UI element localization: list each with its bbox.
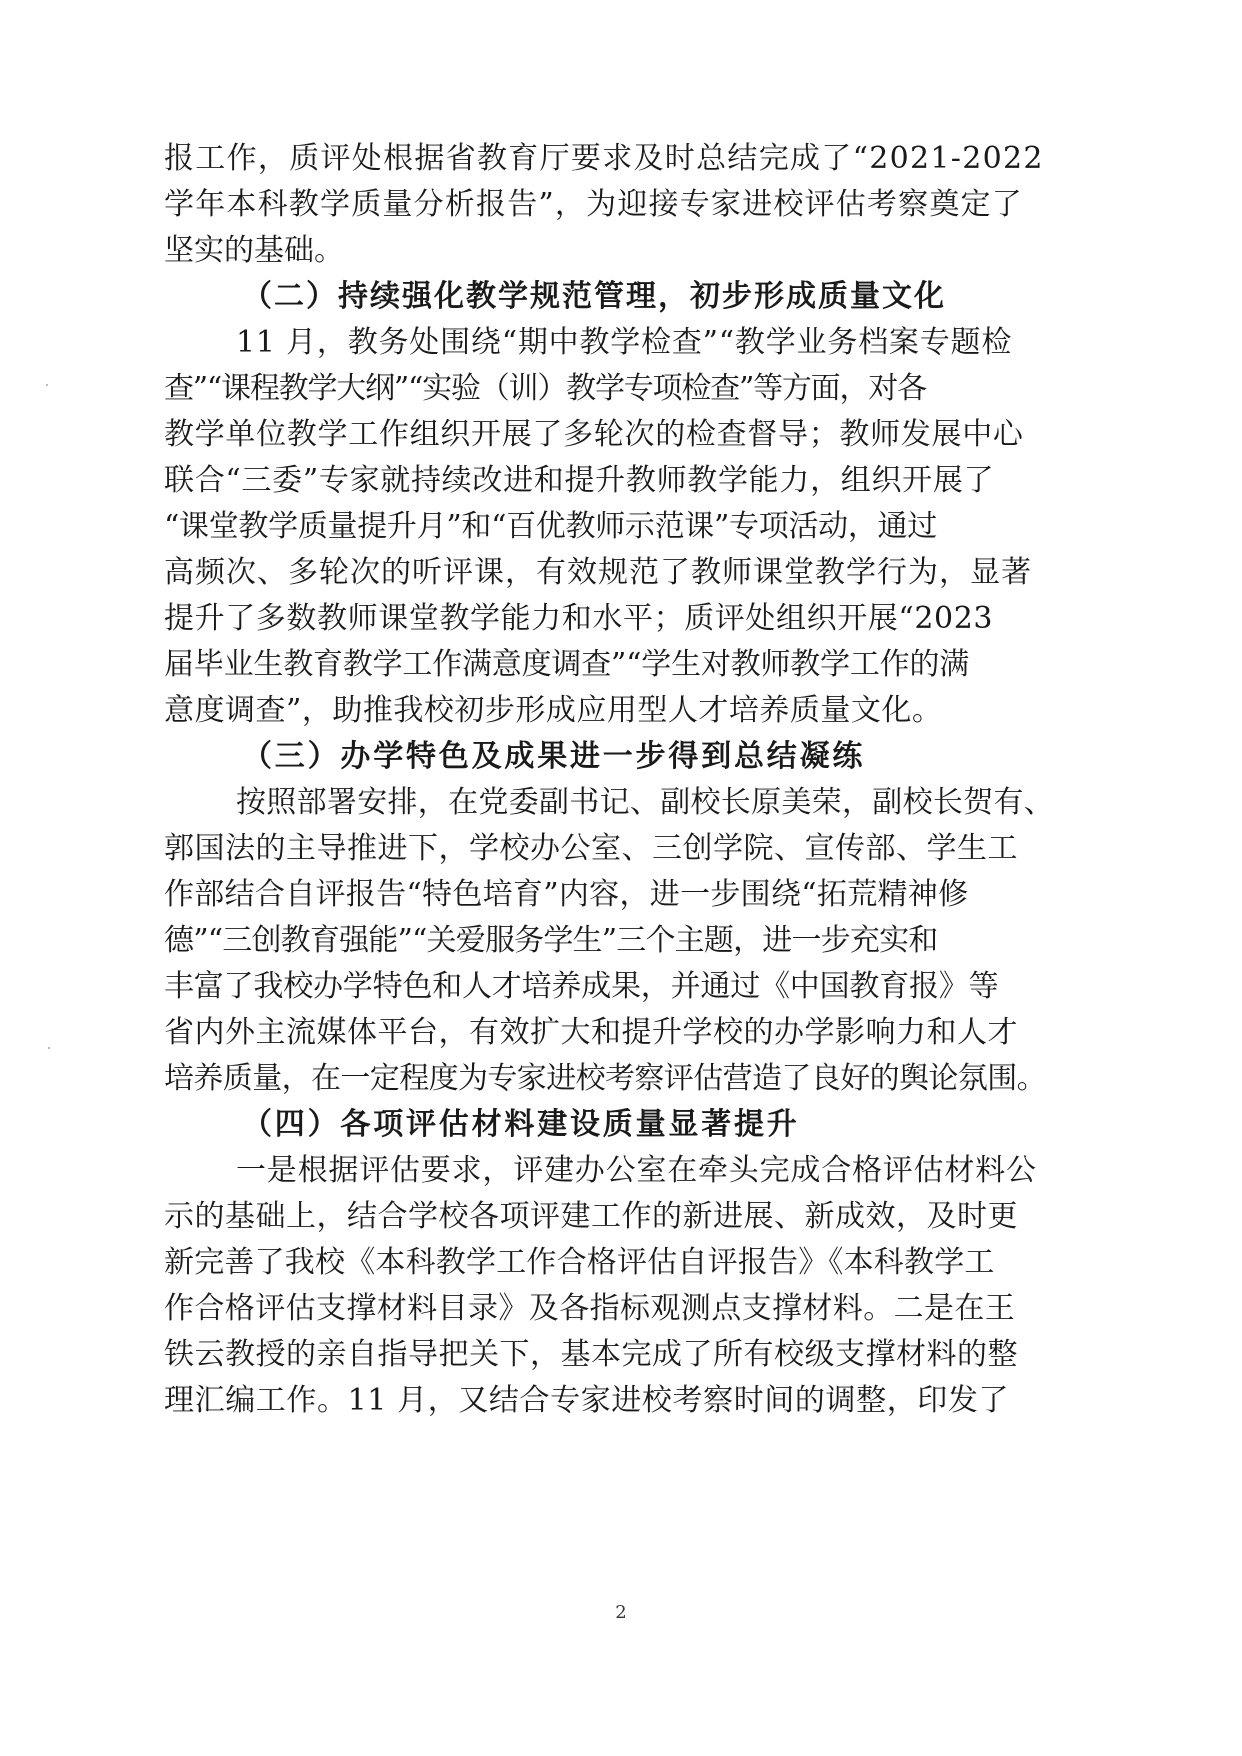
paragraph-line: 报工作，质评处根据省教育厅要求及时总结完成了“2021-2022 [164, 141, 1044, 176]
paragraph-line: “课堂教学质量提升月”和“百优教师示范课”专项活动，通过 [164, 509, 937, 544]
paragraph-line: 德”“三创教育强能”“关爱服务学生”三个主题，进一步充实和 [164, 923, 938, 958]
paragraph-line: 教学单位教学工作组织开展了多轮次的检查督导；教师发展中心 [164, 417, 1024, 452]
paragraph-line: 新完善了我校《本科教学工作合格评估自评报告》《本科教学工 [164, 1245, 995, 1280]
paragraph-line: 省内外主流媒体平台，有效扩大和提升学校的办学影响力和人才 [164, 1015, 1018, 1050]
section-heading-4: （四）各项评估材料建设质量显著提升 [242, 1107, 800, 1142]
scan-speck [48, 1047, 50, 1049]
paragraph-line: 郭国法的主导推进下，学校办公室、三创学院、宣传部、学生工 [164, 831, 1018, 866]
paragraph-line: 届毕业生教育教学工作满意度调查”“学生对教师教学工作的满 [164, 647, 970, 682]
paragraph-line: 11 月，教务处围绕“期中教学检查”“教学业务档案专题检 [236, 325, 1013, 360]
paragraph-line: 意度调查”，助推我校初步形成应用型人才培养质量文化。 [164, 693, 943, 728]
paragraph-line: 铁云教授的亲自指导把关下，基本完成了所有校级支撑材料的整 [164, 1337, 1018, 1372]
page-number: 2 [615, 1602, 627, 1623]
paragraph-line: 提升了多数教师课堂教学能力和水平；质评处组织开展“2023 [164, 601, 994, 636]
paragraph-line: 坚实的基础。 [164, 233, 344, 268]
paragraph-line: 高频次、多轮次的听评课，有效规范了教师课堂教学行为，显著 [164, 555, 1032, 590]
scan-speck [46, 384, 48, 386]
paragraph-line: 理汇编工作。11 月，又结合专家进校考察时间的调整，印发了 [164, 1383, 1010, 1418]
paragraph-line: 按照部署安排，在党委副书记、副校长原美荣，副校长贺有、 [236, 785, 1055, 820]
paragraph-line: 作合格评估支撑材料目录》及各指标观测点支撑材料。二是在王 [164, 1291, 1016, 1326]
section-heading-3: （三）办学特色及成果进一步得到总结凝练 [242, 739, 866, 774]
paragraph-line: 作部结合自评报告“特色培育”内容，进一步围绕“拓荒精神修 [164, 877, 969, 912]
paragraph-line: 学年本科教学质量分析报告”，为迎接专家进校评估考察奠定了 [164, 187, 1023, 222]
paragraph-line: 示的基础上，结合学校各项评建工作的新进展、新成效，及时更 [164, 1199, 1018, 1234]
section-heading-2: （二）持续强化教学规范管理，初步形成质量文化 [242, 279, 946, 314]
paragraph-line: 培养质量，在一定程度为专家进校考察评估营造了良好的舆论氛围。 [164, 1061, 1046, 1096]
paragraph-line: 一是根据评估要求，评建办公室在牵头完成合格评估材料公 [236, 1153, 1037, 1188]
paragraph-line: 丰富了我校办学特色和人才培养成果，并通过《中国教育报》等 [164, 969, 999, 1004]
paragraph-line: 查”“课程教学大纲”“实验（训）教学专项检查”等方面，对各 [164, 371, 926, 406]
paragraph-line: 联合“三委”专家就持续改进和提升教师教学能力，组织开展了 [164, 463, 995, 498]
